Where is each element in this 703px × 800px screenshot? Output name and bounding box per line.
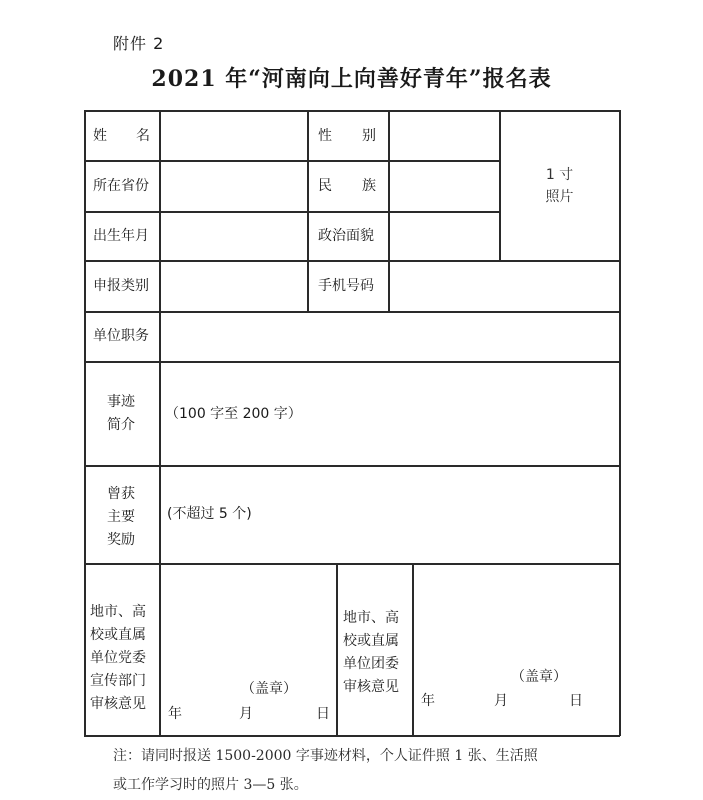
table-border [84,260,620,262]
province-label: 所在省份 [93,178,149,194]
awards-hint: (不超过 5 个) [167,506,252,522]
dept-seal: （盖章） [241,681,297,697]
footnote-line: 或工作学习时的照片 3—5 张。 [113,777,308,793]
table-border [619,110,621,736]
footnote-line: 注：请同时报送 1500-2000 字事迹材料，个人证件照 1 张、生活照 [113,748,538,764]
table-border [84,110,620,112]
table-border [84,735,620,737]
deeds-hint: （100 字至 200 字） [165,406,302,422]
form-title: 2021 年“河南向上向善好青年”报名表 [151,66,552,92]
table-border [336,563,338,736]
league-date-month: 月 [494,693,508,709]
table-border [388,110,390,312]
table-border [412,563,414,736]
dept-date-month: 月 [239,706,253,722]
attachment-label: 附件 2 [113,34,165,53]
category-label: 申报类别 [93,278,149,294]
table-border [84,211,500,213]
table-border [84,311,620,313]
dept-date-day: 日 [316,706,330,722]
table-border [84,160,500,162]
dept-review-label: 地市、高 校或直属 单位党委 宣传部门 审核意见 [90,604,146,712]
table-border [84,361,620,363]
photo-placeholder: 1 寸 照片 [545,167,574,205]
table-border [84,563,620,565]
awards-label: 曾获 主要 奖励 [107,486,135,548]
table-border [159,110,161,736]
table-border [307,110,309,312]
table-border [84,110,86,736]
birth-label: 出生年月 [93,228,149,244]
table-border [84,465,620,467]
gender-label: 性 别 [318,128,376,144]
league-seal: （盖章） [511,669,567,685]
dept-date-year: 年 [168,706,182,722]
phone-label: 手机号码 [318,278,374,294]
footnote [113,742,633,800]
deeds-label: 事迹 简介 [107,394,135,433]
position-label: 单位职务 [93,328,149,344]
ethnicity-label: 民 族 [318,178,376,194]
name-label: 姓 名 [93,128,150,144]
political-label: 政治面貌 [318,228,374,244]
league-date-day: 日 [569,693,583,709]
league-date-year: 年 [421,693,435,709]
league-review-label: 地市、高 校或直属 单位团委 审核意见 [343,610,399,695]
